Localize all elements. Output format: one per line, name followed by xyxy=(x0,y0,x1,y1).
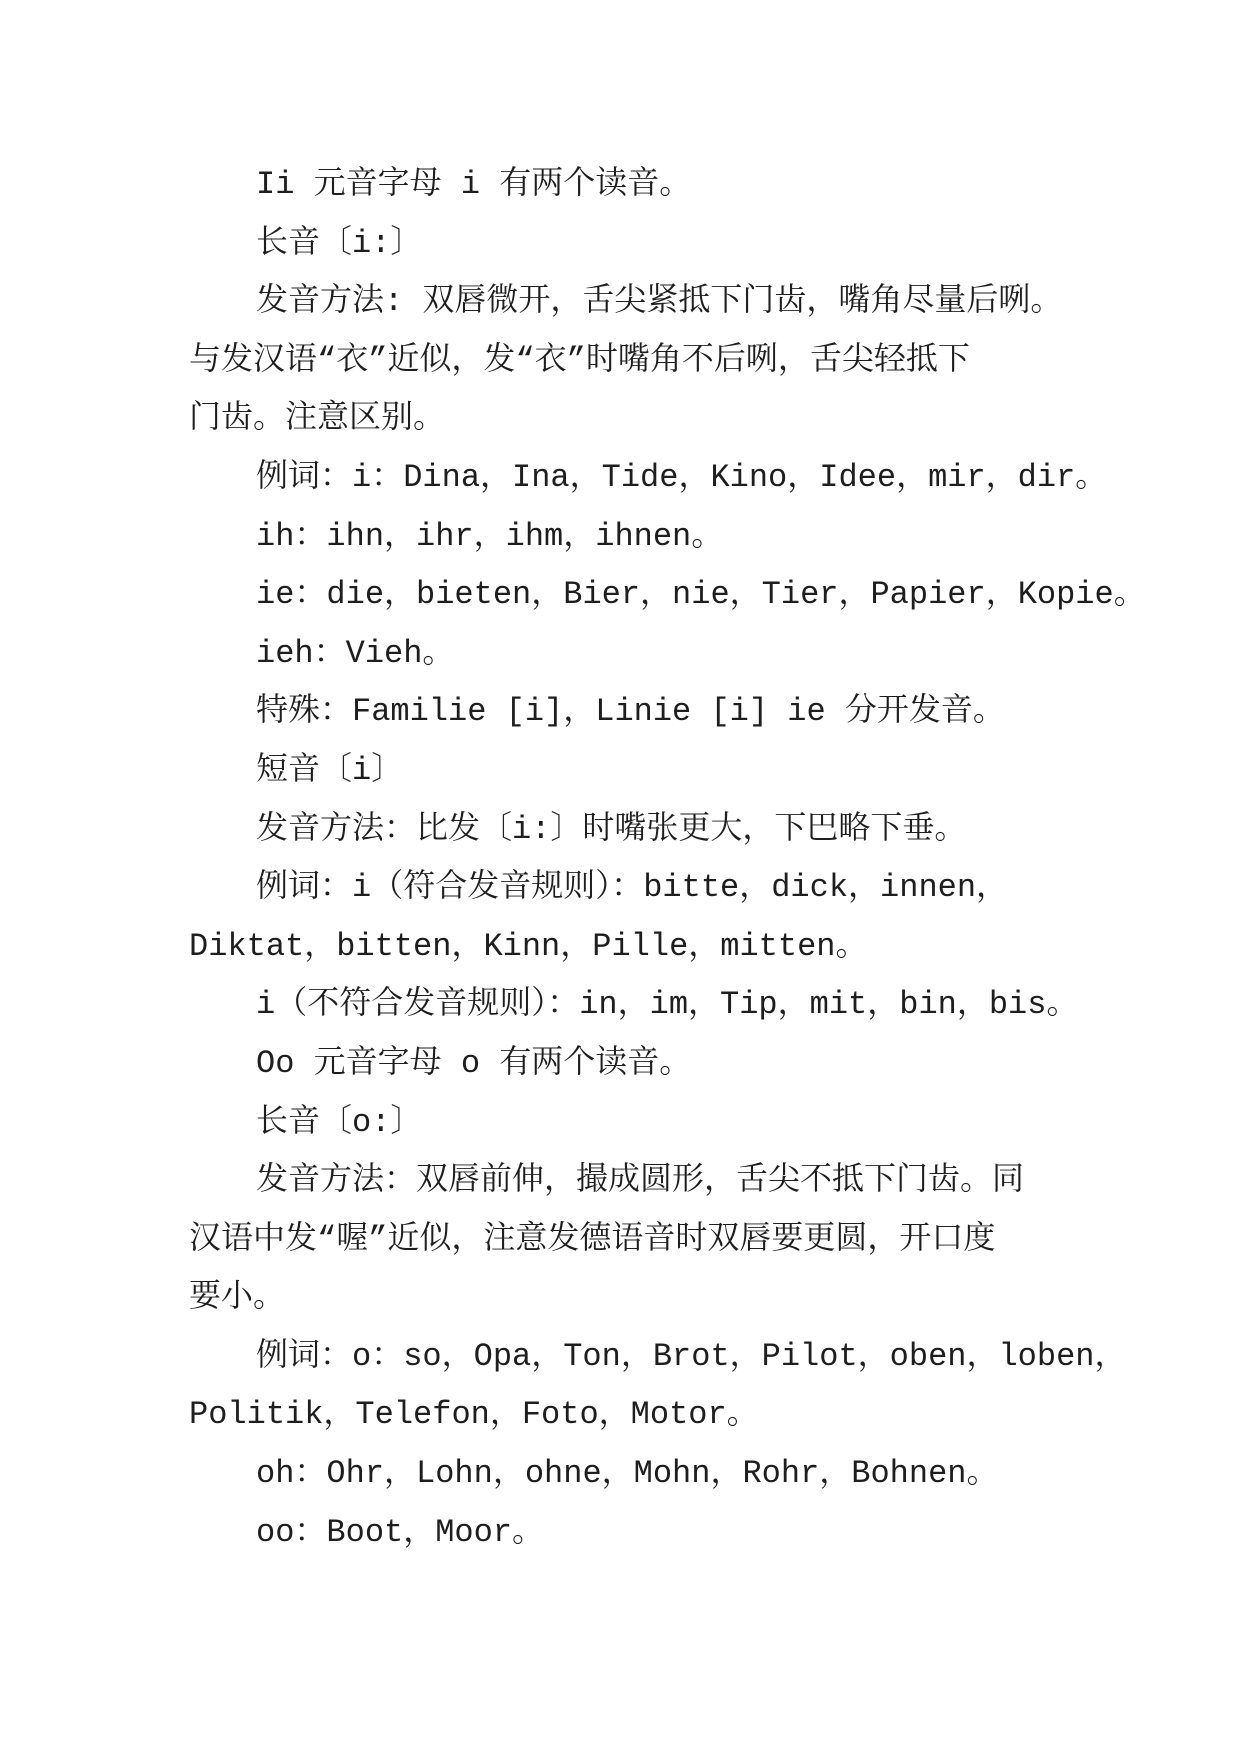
document-body xyxy=(189,156,1149,1562)
short-i-method: 发音方法：比发〔i:〕时嘴张更大，下巴略下垂。 xyxy=(256,810,967,848)
short-i-examples-regular-line-1: 例词：i（符合发音规则）：bitte，dick，innen， xyxy=(256,869,1009,907)
short-i-examples-regular-line-2: Diktat，bitten，Kinn，Pille，mitten。 xyxy=(189,927,868,965)
long-o-examples-oh: oh：Ohr，Lohn，ohne，Mohn，Rohr，Bohnen。 xyxy=(256,1455,999,1493)
long-o-method-line-3: 要小。 xyxy=(189,1279,286,1317)
long-o-examples-o-line-1: 例词：o：so，Opa，Ton，Brot，Pilot，oben，loben， xyxy=(256,1337,1127,1375)
long-i-special-note: 特殊：Familie [i]，Linie [i] ie 分开发音。 xyxy=(256,693,1005,731)
long-o-method-line-2: 汉语中发“喔”近似，注意发德语音时双唇要更圆，开口度 xyxy=(189,1220,996,1258)
short-i-examples-irregular: i（不符合发音规则）：in，im，Tip，mit，bin，bis。 xyxy=(256,986,1079,1024)
long-i-examples-ih: ih：ihn，ihr，ihm，ihnen。 xyxy=(256,517,724,555)
short-sound-i-title: 短音〔i〕 xyxy=(256,751,404,789)
long-o-examples-o-line-2: Politik，Telefon，Foto，Motor。 xyxy=(189,1396,759,1434)
long-o-method-line-1: 发音方法：双唇前伸，撮成圆形，舌尖不抵下门齿。同 xyxy=(256,1162,1025,1200)
long-o-examples-oo: oo：Boot，Moor。 xyxy=(256,1513,545,1551)
long-i-method-line-2: 与发汉语“衣”近似，发“衣”时嘴角不后咧，舌尖轻抵下 xyxy=(189,341,970,379)
long-i-examples-ieh: ieh：Vieh。 xyxy=(256,634,455,672)
heading-vowel-i: Ii 元音字母 i 有两个读音。 xyxy=(256,166,692,203)
long-i-examples-i: 例词：i：Dina，Ina，Tide，Kino，Idee，mir，dir。 xyxy=(256,458,1108,496)
heading-vowel-o: Oo 元音字母 o 有两个读音。 xyxy=(256,1044,692,1082)
long-sound-i-title: 长音〔i:〕 xyxy=(256,224,423,262)
long-i-examples-ie: ie：die，bieten，Bier，nie，Tier，Papier，Kopie。 xyxy=(256,576,1146,614)
long-i-method-line-3: 门齿。注意区别。 xyxy=(189,400,446,438)
long-sound-o-title: 长音〔o:〕 xyxy=(256,1103,423,1141)
long-i-method-line-1: 发音方法: 双唇微开，舌尖紧抵下门齿，嘴角尽量后咧。 xyxy=(256,283,1063,321)
